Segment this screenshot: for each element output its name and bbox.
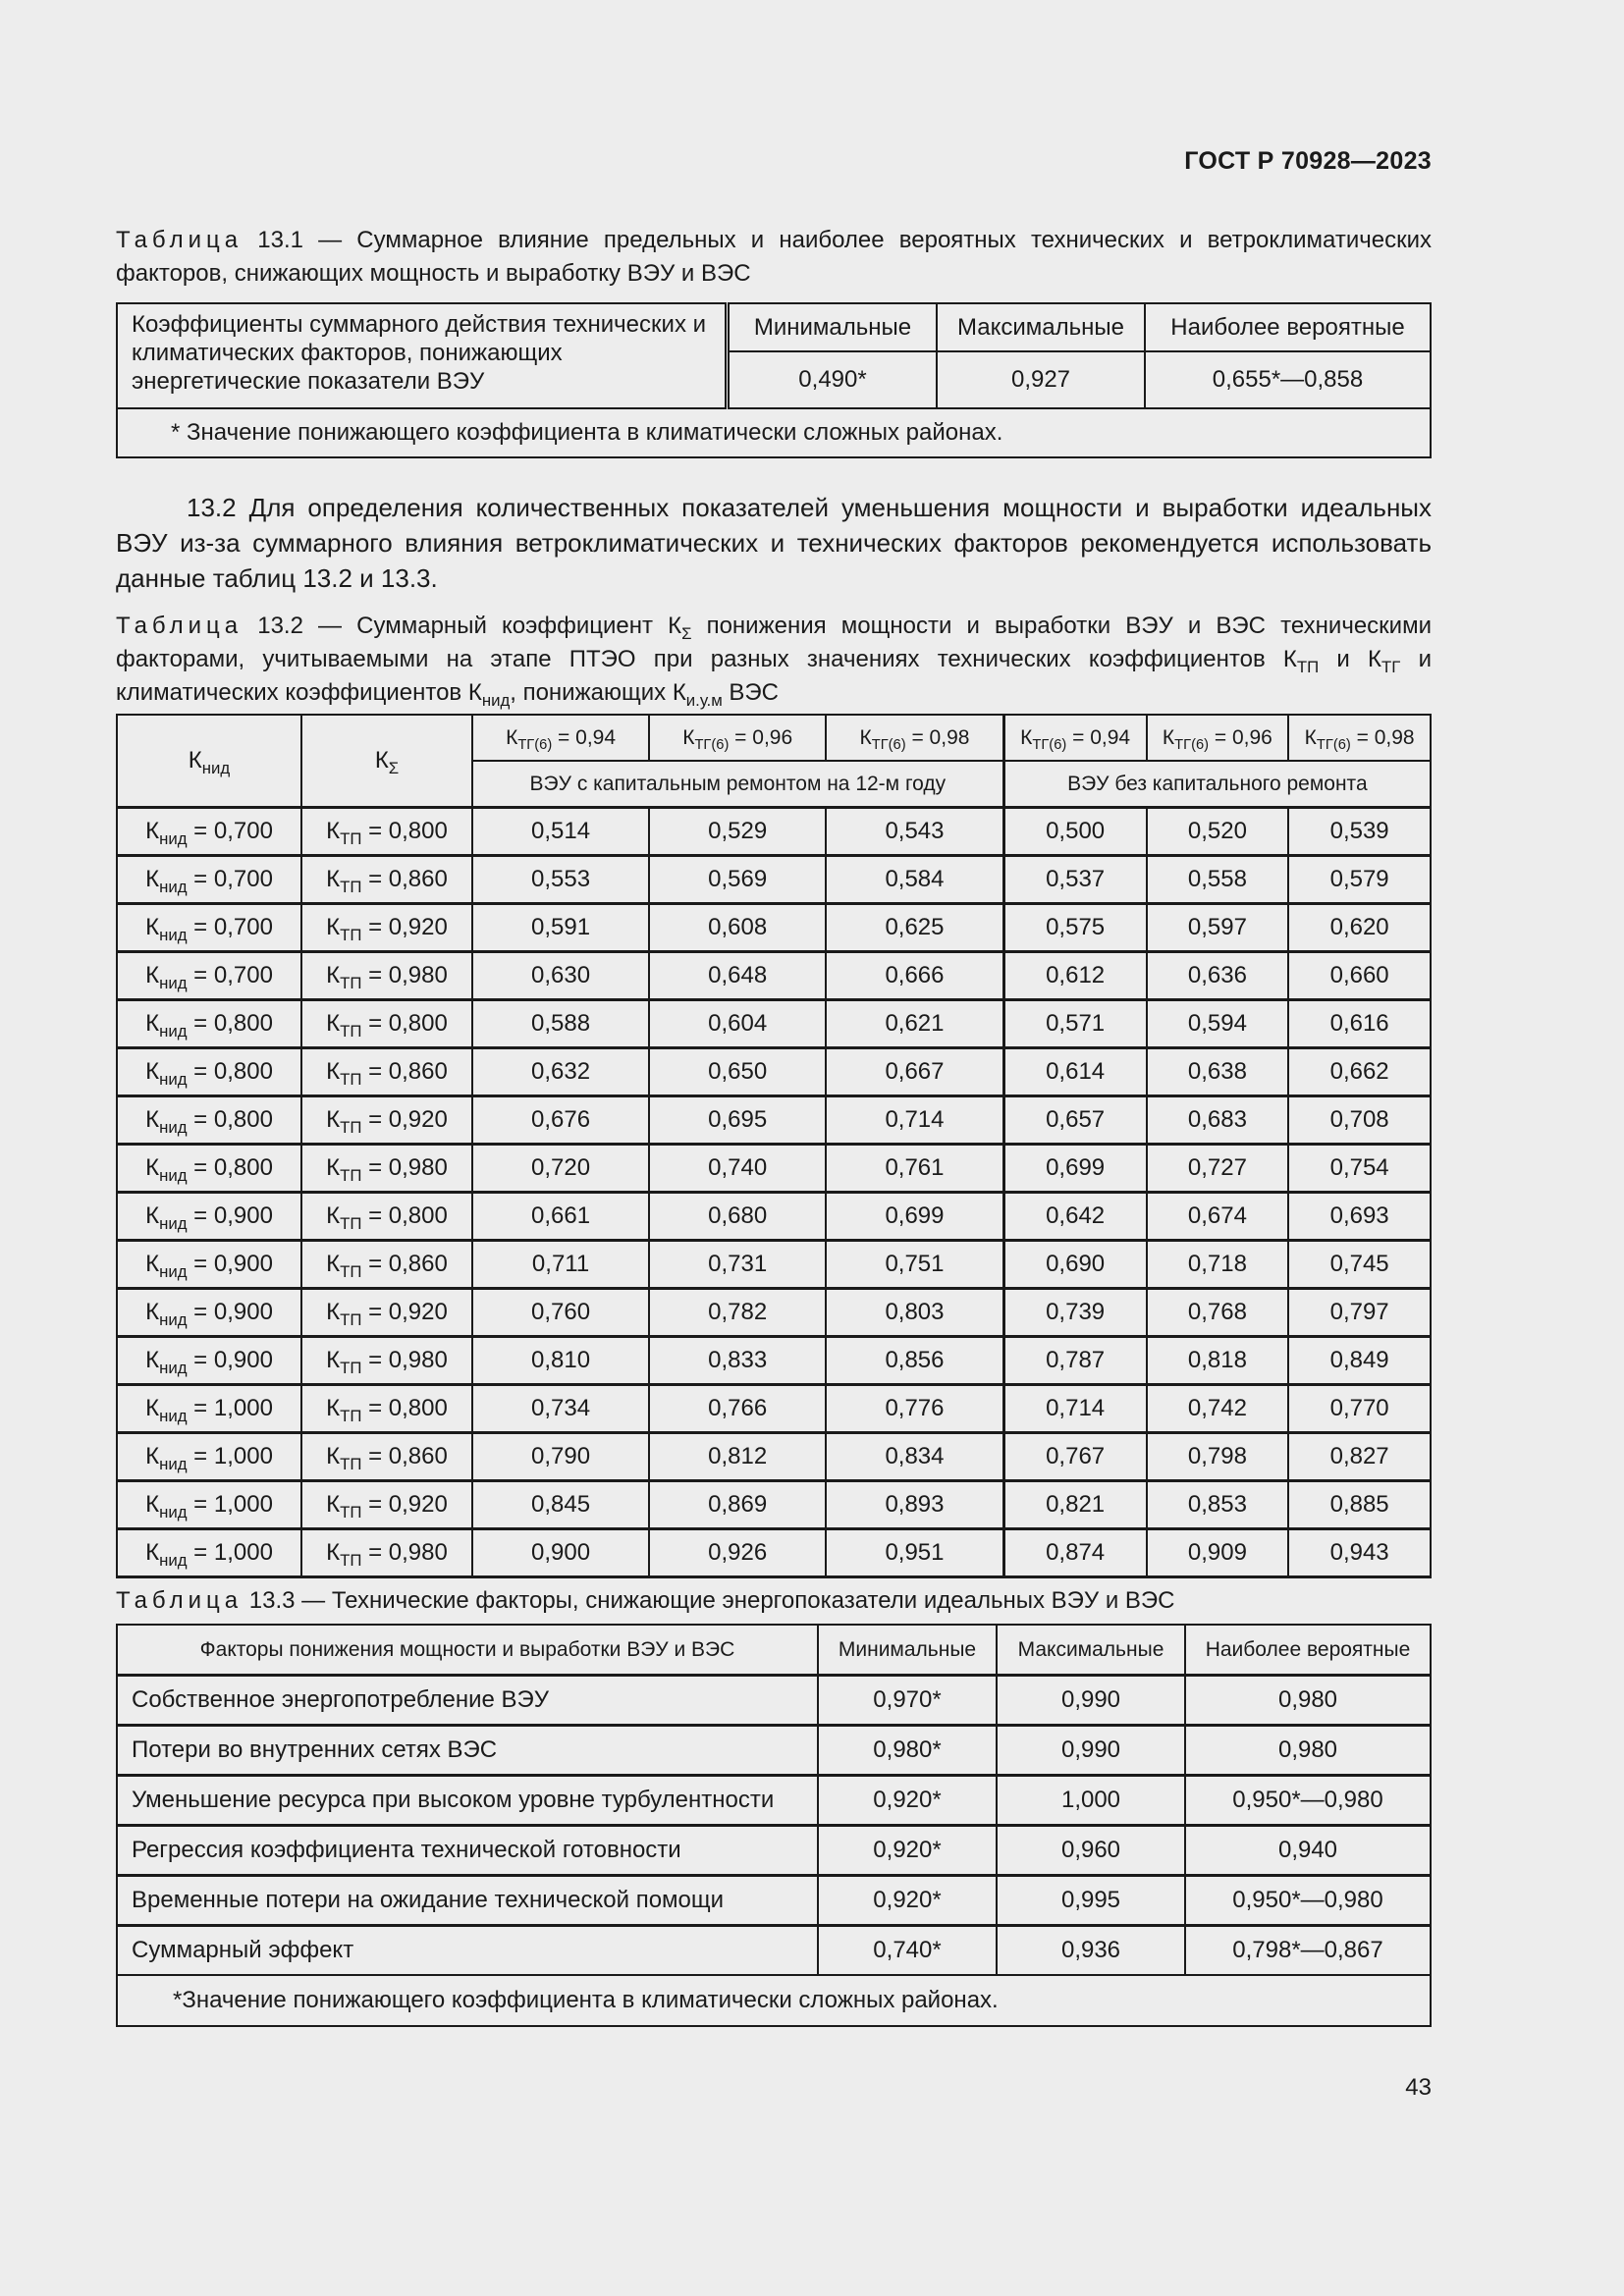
factor-name: Временные потери на ожидание технической помощи bbox=[117, 1876, 818, 1926]
knid-cell: $К_{нид} = 0,900$ bbox=[117, 1337, 301, 1385]
value-cell: 0,720 bbox=[472, 1145, 649, 1193]
caption-part: и климатических коэффициентов К bbox=[116, 646, 1432, 706]
table-row bbox=[117, 1385, 1431, 1433]
value-cell: 0,699 bbox=[1003, 1145, 1146, 1193]
caption-part: ВЭС bbox=[722, 679, 780, 706]
value-cell: 0,714 bbox=[1003, 1385, 1146, 1433]
document-code: ГОСТ Р 70928—2023 bbox=[1184, 147, 1432, 175]
ktp-cell: $К_{ТП} = 0,800$ bbox=[301, 1385, 472, 1433]
value-cell: 0,614 bbox=[1003, 1048, 1146, 1096]
table-row bbox=[117, 1926, 1431, 1976]
value-cell: 0,657 bbox=[1003, 1096, 1146, 1145]
caption-word: Таблица bbox=[116, 227, 244, 253]
value-cell: 0,782 bbox=[649, 1289, 826, 1337]
table-13-1 bbox=[116, 302, 1432, 458]
value-cell: 0,718 bbox=[1147, 1241, 1289, 1289]
table-row bbox=[117, 1676, 1431, 1726]
value-max: 0,990 bbox=[997, 1726, 1185, 1776]
caption-word: Таблица bbox=[116, 613, 244, 639]
ktg-header: $К_{ТГ(6)} = 0,98$ bbox=[1288, 715, 1431, 761]
value-min: 0,980* bbox=[818, 1726, 997, 1776]
value-max: 0,960 bbox=[997, 1826, 1185, 1876]
value-cell: 0,620 bbox=[1288, 904, 1431, 952]
factor-name: Уменьшение ресурса при высоком уровне турбулентности bbox=[117, 1776, 818, 1826]
col-max-header: Максимальные bbox=[937, 303, 1145, 351]
ktg-header: $К_{ТГ(6)} = 0,94$ bbox=[1003, 715, 1146, 761]
table-row bbox=[117, 1145, 1431, 1193]
value-cell: 0,874 bbox=[1003, 1529, 1146, 1577]
value-cell: 0,584 bbox=[826, 856, 1003, 904]
value-cell: 0,674 bbox=[1147, 1193, 1289, 1241]
value-cell: 0,638 bbox=[1147, 1048, 1289, 1096]
value-cell: 0,690 bbox=[1003, 1241, 1146, 1289]
value-cell: 0,650 bbox=[649, 1048, 826, 1096]
value-cell: 0,900 bbox=[472, 1529, 649, 1577]
value-cell: 0,667 bbox=[826, 1048, 1003, 1096]
value-cell: 0,529 bbox=[649, 808, 826, 856]
value-cell: 0,766 bbox=[649, 1385, 826, 1433]
value-cell: 0,569 bbox=[649, 856, 826, 904]
knid-cell: $К_{нид} = 0,700$ bbox=[117, 856, 301, 904]
table-row bbox=[117, 1000, 1431, 1048]
col-max-header: Максимальные bbox=[997, 1625, 1185, 1676]
subscript: ТГ bbox=[1381, 657, 1401, 676]
factor-name: Регрессия коэффициента технической готовности bbox=[117, 1826, 818, 1876]
value-max: 0,927 bbox=[937, 351, 1145, 408]
knid-cell: $К_{нид} = 0,800$ bbox=[117, 1096, 301, 1145]
value-cell: 0,579 bbox=[1288, 856, 1431, 904]
subscript: Σ bbox=[681, 623, 692, 643]
table-row bbox=[117, 856, 1431, 904]
knid-cell: $К_{нид} = 0,700$ bbox=[117, 952, 301, 1000]
value-likely: 0,798*—0,867 bbox=[1185, 1926, 1431, 1976]
value-cell: 0,680 bbox=[649, 1193, 826, 1241]
value-cell: 0,803 bbox=[826, 1289, 1003, 1337]
value-min: 0,920* bbox=[818, 1826, 997, 1876]
value-cell: 0,500 bbox=[1003, 808, 1146, 856]
value-likely: 0,950*—0,980 bbox=[1185, 1776, 1431, 1826]
value-cell: 0,608 bbox=[649, 904, 826, 952]
value-cell: 0,642 bbox=[1003, 1193, 1146, 1241]
table-row bbox=[117, 1529, 1431, 1577]
value-cell: 0,708 bbox=[1288, 1096, 1431, 1145]
knid-cell: $К_{нид} = 0,900$ bbox=[117, 1241, 301, 1289]
ktp-cell: $К_{ТП} = 0,980$ bbox=[301, 1529, 472, 1577]
value-cell: 0,693 bbox=[1288, 1193, 1431, 1241]
row-label: Коэффициенты суммарного действия технических и климатических факторов, понижающих энергетические показатели ВЭУ bbox=[117, 303, 728, 408]
value-cell: 0,760 bbox=[472, 1289, 649, 1337]
value-cell: 0,812 bbox=[649, 1433, 826, 1481]
table-row bbox=[117, 1876, 1431, 1926]
value-cell: 0,661 bbox=[472, 1193, 649, 1241]
knid-cell: $К_{нид} = 1,000$ bbox=[117, 1481, 301, 1529]
knid-cell: $К_{нид} = 0,700$ bbox=[117, 808, 301, 856]
value-min: 0,970* bbox=[818, 1676, 997, 1726]
ktp-cell: $К_{ТП} = 0,980$ bbox=[301, 1337, 472, 1385]
ktg-header: $К_{ТГ(6)} = 0,98$ bbox=[826, 715, 1003, 761]
value-cell: 0,856 bbox=[826, 1337, 1003, 1385]
value-cell: 0,632 bbox=[472, 1048, 649, 1096]
table-13-2-body bbox=[117, 808, 1431, 1577]
table-row bbox=[117, 904, 1431, 952]
paragraph-13-2: 13.2 Для определения количественных показателей уменьшения мощности и выработки идеальных ВЭУ из-за суммарного влияния ветроклиматических и технических факторов рекомендуется использовать данные таблиц 13.2 и 13.3. bbox=[116, 493, 1432, 593]
value-cell: 0,818 bbox=[1147, 1337, 1289, 1385]
value-cell: 0,666 bbox=[826, 952, 1003, 1000]
group-with-repair: ВЭУ с капитальным ремонтом на 12-м году bbox=[472, 761, 1003, 808]
table-row bbox=[117, 1241, 1431, 1289]
value-cell: 0,885 bbox=[1288, 1481, 1431, 1529]
value-cell: 0,821 bbox=[1003, 1481, 1146, 1529]
value-cell: 0,869 bbox=[649, 1481, 826, 1529]
page-number: 43 bbox=[1405, 2074, 1432, 2101]
ktp-cell: $К_{ТП} = 0,920$ bbox=[301, 904, 472, 952]
value-cell: 0,625 bbox=[826, 904, 1003, 952]
table-row bbox=[117, 1193, 1431, 1241]
table-13-2 bbox=[116, 714, 1432, 1578]
value-cell: 0,604 bbox=[649, 1000, 826, 1048]
col-likely-header: Наиболее вероятные bbox=[1185, 1625, 1431, 1676]
table-row bbox=[117, 1096, 1431, 1145]
knid-cell: $К_{нид} = 1,000$ bbox=[117, 1529, 301, 1577]
value-cell: 0,742 bbox=[1147, 1385, 1289, 1433]
table-13-3-caption bbox=[116, 1584, 1432, 1618]
table-row bbox=[117, 952, 1431, 1000]
value-min: 0,920* bbox=[818, 1876, 997, 1926]
value-max: 0,990 bbox=[997, 1676, 1185, 1726]
value-cell: 0,797 bbox=[1288, 1289, 1431, 1337]
factor-name: Суммарный эффект bbox=[117, 1926, 818, 1976]
group-without-repair: ВЭУ без капитального ремонта bbox=[1003, 761, 1431, 808]
knid-cell: $К_{нид} = 0,900$ bbox=[117, 1289, 301, 1337]
value-cell: 0,699 bbox=[826, 1193, 1003, 1241]
value-cell: 0,767 bbox=[1003, 1433, 1146, 1481]
ktg-header: $К_{ТГ(6)} = 0,96$ bbox=[649, 715, 826, 761]
col-likely-header: Наиболее вероятные bbox=[1145, 303, 1431, 351]
value-min: 0,740* bbox=[818, 1926, 997, 1976]
knid-cell: $К_{нид} = 0,900$ bbox=[117, 1193, 301, 1241]
table-row bbox=[117, 1826, 1431, 1876]
value-cell: 0,727 bbox=[1147, 1145, 1289, 1193]
value-cell: 0,845 bbox=[472, 1481, 649, 1529]
table-row bbox=[117, 1048, 1431, 1096]
factor-name: Собственное энергопотребление ВЭУ bbox=[117, 1676, 818, 1726]
value-cell: 0,520 bbox=[1147, 808, 1289, 856]
ktp-cell: $К_{ТП} = 0,800$ bbox=[301, 1193, 472, 1241]
value-cell: 0,849 bbox=[1288, 1337, 1431, 1385]
value-cell: 0,754 bbox=[1288, 1145, 1431, 1193]
ktp-cell: $К_{ТП} = 0,920$ bbox=[301, 1096, 472, 1145]
value-cell: 0,768 bbox=[1147, 1289, 1289, 1337]
value-cell: 0,537 bbox=[1003, 856, 1146, 904]
caption-part: и К bbox=[1319, 646, 1382, 672]
value-cell: 0,798 bbox=[1147, 1433, 1289, 1481]
value-cell: 0,543 bbox=[826, 808, 1003, 856]
value-cell: 0,714 bbox=[826, 1096, 1003, 1145]
value-cell: 0,594 bbox=[1147, 1000, 1289, 1048]
ktp-cell: $К_{ТП} = 0,980$ bbox=[301, 952, 472, 1000]
value-cell: 0,810 bbox=[472, 1337, 649, 1385]
value-cell: 0,745 bbox=[1288, 1241, 1431, 1289]
table-row bbox=[117, 1433, 1431, 1481]
ktp-cell: $К_{ТП} = 0,800$ bbox=[301, 1000, 472, 1048]
table-row bbox=[117, 1289, 1431, 1337]
value-cell: 0,539 bbox=[1288, 808, 1431, 856]
value-cell: 0,676 bbox=[472, 1096, 649, 1145]
value-likely: 0,940 bbox=[1185, 1826, 1431, 1876]
value-cell: 0,770 bbox=[1288, 1385, 1431, 1433]
value-cell: 0,787 bbox=[1003, 1337, 1146, 1385]
table-row bbox=[117, 1776, 1431, 1826]
value-cell: 0,834 bbox=[826, 1433, 1003, 1481]
col-knid-header: $К_{нид}$ bbox=[117, 715, 301, 808]
value-max: 1,000 bbox=[997, 1776, 1185, 1826]
value-cell: 0,833 bbox=[649, 1337, 826, 1385]
value-max: 0,995 bbox=[997, 1876, 1185, 1926]
value-cell: 0,790 bbox=[472, 1433, 649, 1481]
value-cell: 0,740 bbox=[649, 1145, 826, 1193]
value-cell: 0,827 bbox=[1288, 1433, 1431, 1481]
table-13-3 bbox=[116, 1624, 1432, 2027]
value-cell: 0,571 bbox=[1003, 1000, 1146, 1048]
ktp-cell: $К_{ТП} = 0,860$ bbox=[301, 1433, 472, 1481]
col-min-header: Минимальные bbox=[818, 1625, 997, 1676]
value-cell: 0,711 bbox=[472, 1241, 649, 1289]
value-cell: 0,893 bbox=[826, 1481, 1003, 1529]
value-cell: 0,739 bbox=[1003, 1289, 1146, 1337]
value-min: 0,490* bbox=[728, 351, 938, 408]
knid-cell: $К_{нид} = 1,000$ bbox=[117, 1385, 301, 1433]
ktg-header: $К_{ТГ(6)} = 0,96$ bbox=[1147, 715, 1289, 761]
value-cell: 0,761 bbox=[826, 1145, 1003, 1193]
table-row bbox=[117, 1726, 1431, 1776]
value-cell: 0,616 bbox=[1288, 1000, 1431, 1048]
value-cell: 0,683 bbox=[1147, 1096, 1289, 1145]
value-cell: 0,591 bbox=[472, 904, 649, 952]
caption-word: Таблица bbox=[116, 1587, 244, 1614]
value-likely: 0,980 bbox=[1185, 1726, 1431, 1776]
value-cell: 0,621 bbox=[826, 1000, 1003, 1048]
value-cell: 0,553 bbox=[472, 856, 649, 904]
value-cell: 0,660 bbox=[1288, 952, 1431, 1000]
ktp-cell: $К_{ТП} = 0,860$ bbox=[301, 856, 472, 904]
knid-cell: $К_{нид} = 0,800$ bbox=[117, 1048, 301, 1096]
table-13-2-caption bbox=[116, 610, 1432, 710]
subscript: и.у.м bbox=[685, 690, 723, 710]
value-cell: 0,575 bbox=[1003, 904, 1146, 952]
value-cell: 0,734 bbox=[472, 1385, 649, 1433]
caption-text: 13.3 — Технические факторы, снижающие энергопоказатели идеальных ВЭУ и ВЭС bbox=[243, 1587, 1175, 1614]
col-factor-header: Факторы понижения мощности и выработки ВЭУ и ВЭС bbox=[117, 1625, 818, 1676]
value-cell: 0,648 bbox=[649, 952, 826, 1000]
value-cell: 0,612 bbox=[1003, 952, 1146, 1000]
caption-part: , понижающих К bbox=[510, 679, 686, 706]
col-min-header: Минимальные bbox=[728, 303, 938, 351]
knid-cell: $К_{нид} = 0,800$ bbox=[117, 1000, 301, 1048]
value-cell: 0,636 bbox=[1147, 952, 1289, 1000]
value-cell: 0,630 bbox=[472, 952, 649, 1000]
knid-cell: $К_{нид} = 0,700$ bbox=[117, 904, 301, 952]
caption-part: 13.2 — Суммарный коэффициент К bbox=[243, 613, 682, 639]
ktp-cell: $К_{ТП} = 0,920$ bbox=[301, 1481, 472, 1529]
table-note: *Значение понижающего коэффициента в климатически сложных районах. bbox=[117, 1975, 1431, 2026]
table-row bbox=[117, 1337, 1431, 1385]
page-content bbox=[116, 224, 1432, 2027]
col-ksum-header: $К_\Sigma$ bbox=[301, 715, 472, 808]
value-cell: 0,776 bbox=[826, 1385, 1003, 1433]
value-cell: 0,588 bbox=[472, 1000, 649, 1048]
value-cell: 0,695 bbox=[649, 1096, 826, 1145]
value-cell: 0,926 bbox=[649, 1529, 826, 1577]
subscript: ТП bbox=[1296, 657, 1320, 676]
ktp-cell: $К_{ТП} = 0,920$ bbox=[301, 1289, 472, 1337]
table-note: * Значение понижающего коэффициента в климатически сложных районах. bbox=[117, 408, 1431, 457]
value-min: 0,920* bbox=[818, 1776, 997, 1826]
value-cell: 0,662 bbox=[1288, 1048, 1431, 1096]
value-likely: 0,655*—0,858 bbox=[1145, 351, 1431, 408]
table-13-1-caption bbox=[116, 224, 1432, 291]
subscript: нид bbox=[481, 690, 511, 710]
value-cell: 0,909 bbox=[1147, 1529, 1289, 1577]
ktp-cell: $К_{ТП} = 0,860$ bbox=[301, 1048, 472, 1096]
ktp-cell: $К_{ТП} = 0,860$ bbox=[301, 1241, 472, 1289]
knid-cell: $К_{нид} = 1,000$ bbox=[117, 1433, 301, 1481]
value-cell: 0,951 bbox=[826, 1529, 1003, 1577]
value-max: 0,936 bbox=[997, 1926, 1185, 1976]
caption-text: 13.1 — Суммарное влияние предельных и наиболее вероятных технических и ветроклиматических факторов, снижающих мощность и выработку ВЭУ и ВЭС bbox=[116, 227, 1432, 287]
value-cell: 0,731 bbox=[649, 1241, 826, 1289]
value-cell: 0,853 bbox=[1147, 1481, 1289, 1529]
knid-cell: $К_{нид} = 0,800$ bbox=[117, 1145, 301, 1193]
value-cell: 0,943 bbox=[1288, 1529, 1431, 1577]
value-cell: 0,597 bbox=[1147, 904, 1289, 952]
table-13-3-body bbox=[117, 1676, 1431, 1976]
value-cell: 0,514 bbox=[472, 808, 649, 856]
factor-name: Потери во внутренних сетях ВЭС bbox=[117, 1726, 818, 1776]
value-cell: 0,751 bbox=[826, 1241, 1003, 1289]
caption-part: понижения мощности и выработки ВЭУ и ВЭС техническими факторами, учитываемыми на этапе ПТЭО при разных значениях технических коэффициентов К bbox=[116, 613, 1432, 672]
ktg-header: $К_{ТГ(6)} = 0,94$ bbox=[472, 715, 649, 761]
table-row bbox=[117, 808, 1431, 856]
ktp-cell: $К_{ТП} = 0,980$ bbox=[301, 1145, 472, 1193]
value-likely: 0,950*—0,980 bbox=[1185, 1876, 1431, 1926]
value-cell: 0,558 bbox=[1147, 856, 1289, 904]
ktp-cell: $К_{ТП} = 0,800$ bbox=[301, 808, 472, 856]
value-likely: 0,980 bbox=[1185, 1676, 1431, 1726]
table-row bbox=[117, 1481, 1431, 1529]
